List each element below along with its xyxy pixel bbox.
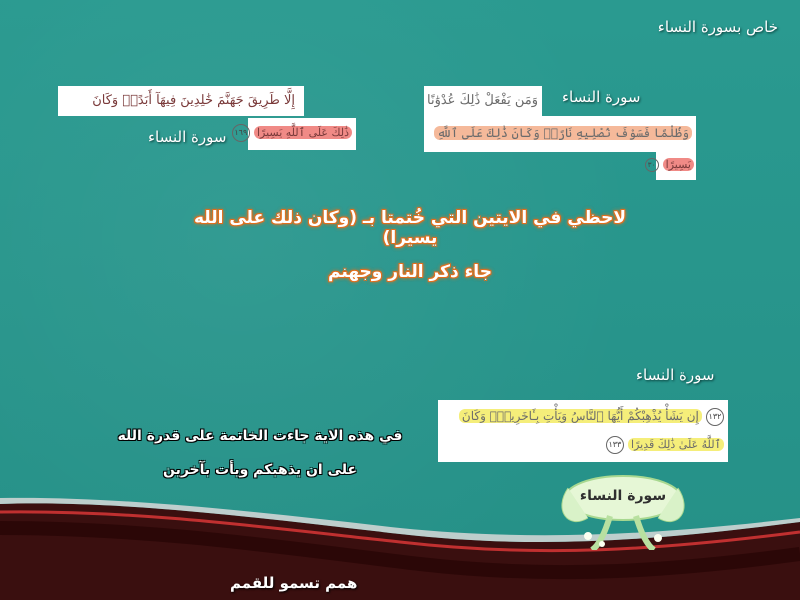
verse-line: يَسِيرًا: [663, 158, 694, 171]
verse-box-bottom-right: [438, 400, 728, 462]
ayah-number-badge: ٣٠: [645, 158, 659, 172]
verse-text: إِن يَشَأْ يُذْهِبْكُمْ أَيُّهَا ٱلنَّاسُ وَيَأْتِ بِـَٔاخَرِينَۚ وَكَانَ: [459, 409, 702, 423]
surah-label-top-right: سورة النساء: [562, 88, 641, 106]
slide-title: خاص بسورة النساء: [657, 18, 778, 36]
verse-box-top-right-2: [424, 116, 696, 152]
ayah-number-badge: ١٦٩: [232, 124, 250, 142]
verse-box-top-right-3: [647, 152, 696, 180]
callout-line-1: لاحظي في الايتين التي خُتمتا بـ (وكان ذلك على الله يسيرا): [193, 208, 627, 248]
verse-box-top-left: [58, 86, 304, 116]
verse-text: ٱللَّهُ عَلَىٰ ذَٰلِكَ قَدِيرًا: [628, 438, 724, 451]
verse-box-top-left-2: [234, 118, 356, 150]
verse-line-2: [442, 431, 724, 459]
verse-box-top-right: [424, 86, 542, 116]
callout-line-2: جاء ذكر النار وجهنم: [328, 262, 492, 282]
surah-label-top-left: سورة النساء: [148, 128, 227, 146]
verse-line: وَمَن يَفْعَلْ ذَٰلِكَ عُدْوَٰنًا: [427, 93, 538, 108]
ayah-number-badge: ١٣٣: [606, 436, 624, 454]
badge-label: سورة النساء: [579, 488, 667, 504]
verse-line: وَظُلْمًا فَسَوْفَ نُصْلِيهِ نَارًاۚ وَكَانَ ذَٰلِكَ عَلَى ٱللَّهِ: [434, 126, 692, 140]
ayah-number-badge: ١٣٢: [706, 408, 724, 426]
note-line-2: على ان يذهبكم ويأت بآخرين: [162, 462, 358, 478]
surah-label-bottom-right: سورة النساء: [636, 366, 715, 384]
note-line-1: في هذه الاية جاءت الخاتمة على قدرة الله: [117, 428, 403, 444]
verse-line-1: [442, 402, 724, 431]
footer-text: همم تسمو للقمم: [230, 574, 358, 592]
verse-line: ذَٰلِكَ عَلَى ٱللَّهِ يَسِيرًا: [254, 126, 352, 139]
surah-badge-bow: [548, 470, 698, 550]
callout-text: [180, 208, 640, 282]
verse-line: إِلَّا طَرِيقَ جَهَنَّمَ خَٰلِدِينَ فِيهَآ أَبَدًاۚ وَكَانَ: [92, 93, 295, 108]
